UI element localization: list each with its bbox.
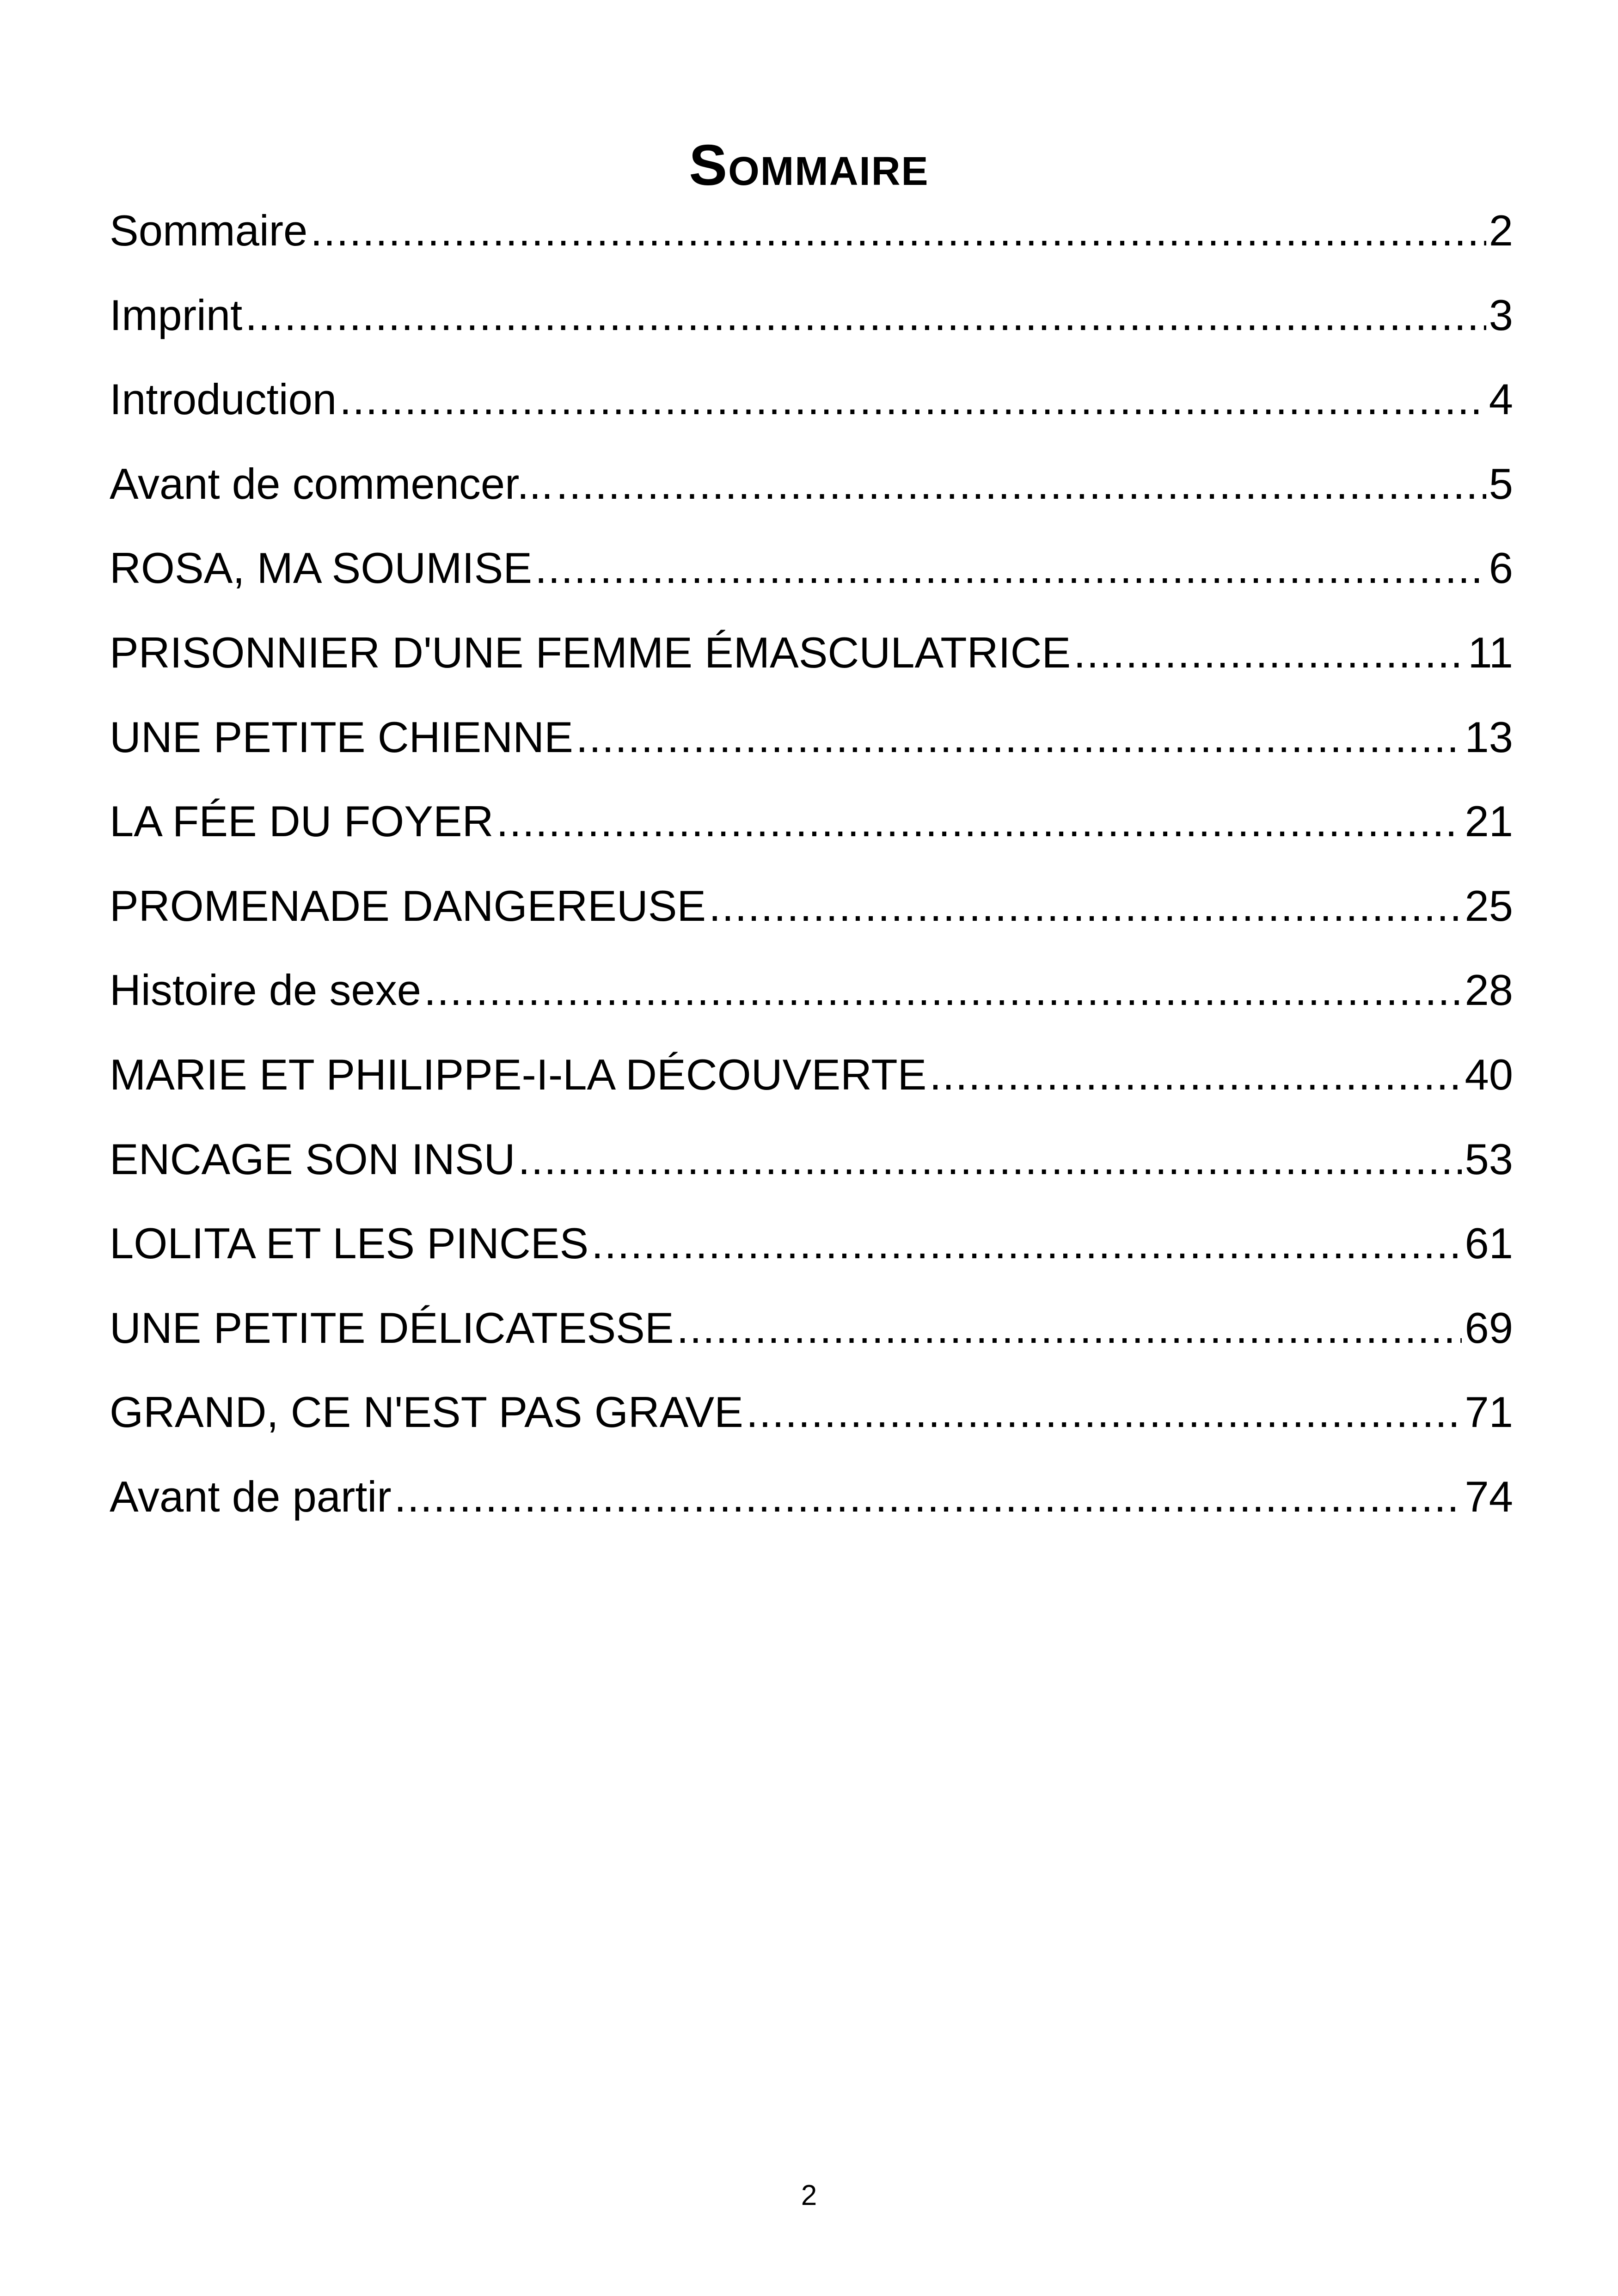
toc-entry-page: 71 [1465,1388,1513,1437]
toc-entry-label: Avant de partir [110,1472,392,1521]
toc-entry-page: 13 [1465,712,1513,761]
toc-leader-dots [746,1370,1462,1454]
toc-entry[interactable] [110,611,1513,695]
toc-entry-page: 61 [1465,1219,1513,1268]
toc-leader-dots [709,864,1462,948]
toc-entry-label: UNE PETITE CHIENNE [110,712,573,761]
toc-entry-page: 5 [1489,459,1513,508]
toc-entry-label: PROMENADE DANGEREUSE [110,881,706,930]
toc-entry[interactable] [110,189,1513,273]
toc-entry-page: 25 [1465,881,1513,930]
toc-entry-label: Histoire de sexe [110,966,421,1015]
toc-entry-label: Avant de commencer... [110,459,553,508]
toc-entry[interactable] [110,273,1513,358]
page-title: Sommaire [689,134,929,198]
toc-entry[interactable] [110,1117,1513,1202]
toc-leader-dots [310,189,1486,273]
toc-leader-dots [1073,611,1465,695]
toc-entry-page: 11 [1468,628,1513,677]
toc-entry-label: Sommaire [110,206,308,255]
toc-entry-label: MARIE ET PHILIPPE-I-LA DÉCOUVERTE [110,1050,927,1099]
toc-entry-label: Imprint [110,290,243,339]
toc-entry[interactable] [110,526,1513,611]
toc-entry-label: UNE PETITE DÉLICATESSE [110,1303,674,1352]
toc-entry[interactable] [110,864,1513,949]
toc-entry-page: 74 [1465,1472,1513,1521]
toc-entry-page: 21 [1465,797,1513,846]
toc-leader-dots [245,273,1486,357]
toc-entry[interactable] [110,442,1513,527]
toc-entry-label: LOLITA ET LES PINCES [110,1219,589,1268]
toc-entry-label: ROSA, MA SOUMISE [110,544,533,593]
toc-leader-dots [518,1117,1462,1201]
toc-leader-dots [496,779,1462,863]
toc-leader-dots [424,948,1462,1032]
toc-entry-page: 53 [1465,1134,1513,1183]
page-number: 2 [801,2180,817,2211]
toc-entry-page: 6 [1489,544,1513,593]
toc-entry-page: 2 [1489,206,1513,255]
toc-entry-label: ENCAGE SON INSU [110,1134,515,1183]
toc-entry-label: LA FÉE DU FOYER [110,797,494,846]
toc-entry[interactable] [110,1455,1513,1539]
toc-leader-dots [535,526,1486,610]
toc-entry[interactable] [110,779,1513,864]
toc-leader-dots [576,695,1462,779]
toc-entry-label: GRAND, CE N'EST PAS GRAVE [110,1388,743,1437]
toc-entry-page: 69 [1465,1303,1513,1352]
toc-leader-dots [394,1455,1462,1539]
toc-entry-page: 40 [1465,1050,1513,1099]
toc-entry[interactable] [110,357,1513,442]
table-of-contents [110,189,1513,1539]
toc-entry-label: PRISONNIER D'UNE FEMME ÉMASCULATRICE [110,628,1071,677]
toc-entry[interactable] [110,695,1513,780]
toc-entry[interactable] [110,948,1513,1033]
toc-entry[interactable] [110,1286,1513,1371]
toc-entry[interactable] [110,1033,1513,1117]
toc-leader-dots [929,1033,1462,1117]
toc-leader-dots [591,1201,1462,1286]
toc-leader-dots [556,442,1486,526]
toc-entry-page: 28 [1465,966,1513,1015]
toc-entry-label: Introduction [110,375,337,424]
toc-entry[interactable] [110,1201,1513,1286]
toc-leader-dots [677,1286,1462,1370]
toc-entry-page: 4 [1489,375,1513,424]
toc-leader-dots [339,357,1486,441]
toc-entry-page: 3 [1489,290,1513,339]
toc-entry[interactable] [110,1370,1513,1455]
